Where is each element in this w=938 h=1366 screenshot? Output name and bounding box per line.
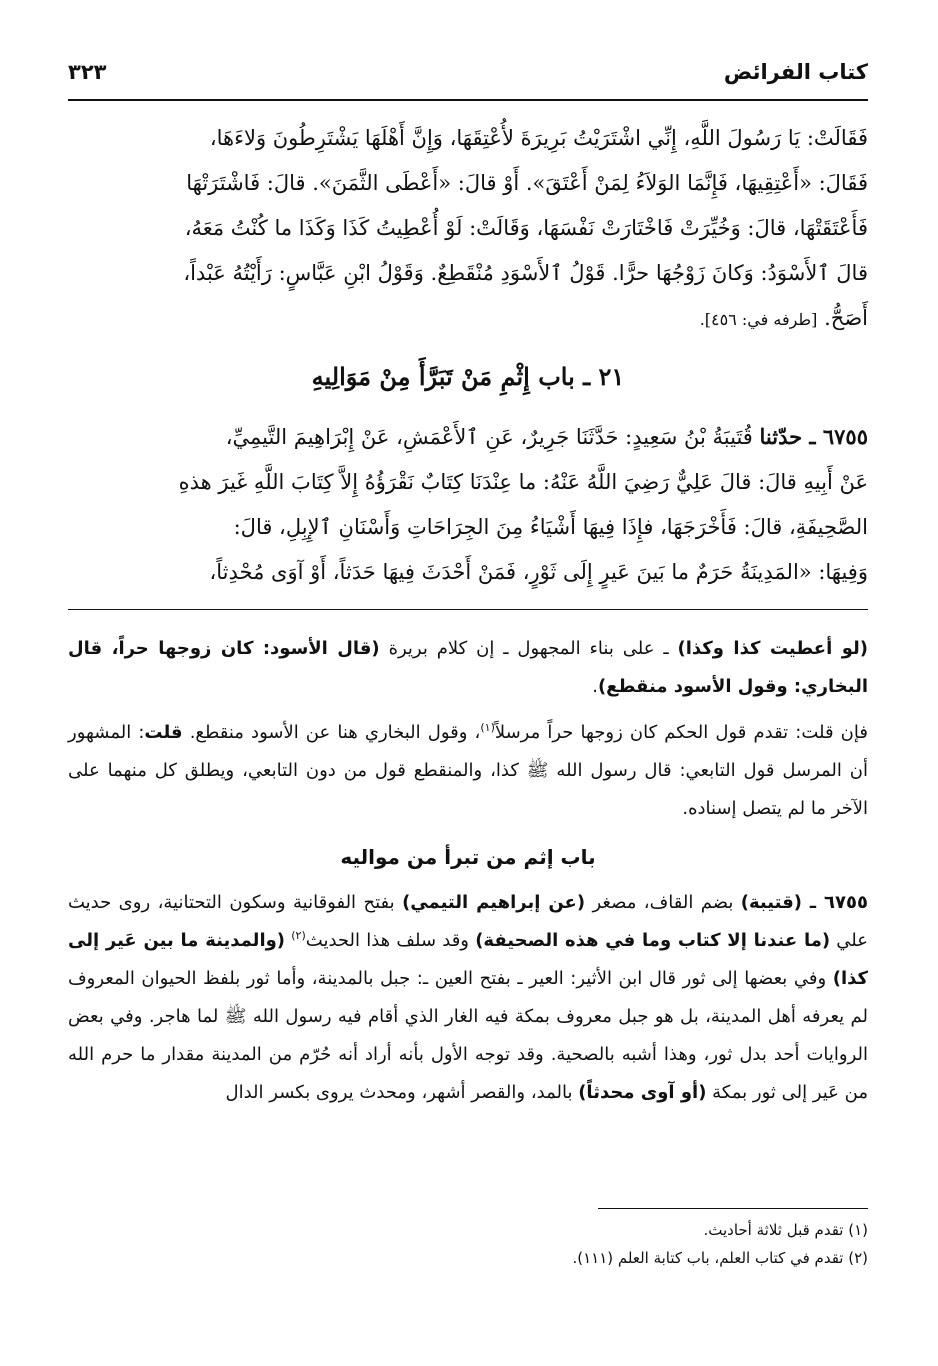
- quoted-phrase: (لو أعطيت كذا وكذا): [677, 638, 868, 659]
- footnote-marker: (١): [480, 721, 495, 734]
- commentary-text: بضم القاف، مصغر: [585, 892, 741, 913]
- book-title: كتاب الفرائض: [723, 60, 868, 84]
- footnote: (٢) تقدم في كتاب العلم، باب كتابة العلم (١١١).: [572, 1249, 868, 1267]
- hadith-line: فَقَالَ: «أَعْتِقِيهَا، فَإِنَّمَا الوَلاَءُ لِمَنْ أَعْتَقَ». أَوْ قالَ: «أَعْطَى الثَّمَنَ». قالَ: فَاشْتَرَتْهَا: [186, 171, 868, 195]
- hadith-line: [68, 296, 868, 342]
- hadith-line: فَأَعْتَقَتْهَا، قالَ: وَخُيِّرَتْ فَاخْتَارَتْ نَفْسَهَا، وَقَالَتْ: لَوْ أُعْطِيتُ كَذَا وَكَذَا ما كُنْتُ مَعَهُ،: [184, 216, 868, 240]
- commentary-text: فإن قلت: تقدم قول الحكم كان زوجها حراً مرسلاً: [494, 722, 868, 743]
- commentary-text: وقد سلف هذا الحديث: [305, 930, 476, 951]
- hadith-line: عَنْ أَبِيهِ قالَ: قالَ عَلِيٌّ رَضِيَ اللَّهُ عَنْهُ: ما عِنْدَنَا كِتَابٌ نَقْرَؤُهُ إِلاَّ كِتَابَ اللَّهِ غَيرَ هذهِ: [178, 470, 868, 494]
- footnote-marker: (٢): [291, 929, 306, 942]
- hadith-line: قُتَيبَةُ بْنُ سَعِيدٍ: حَدَّثَنَا جَرِيرٌ، عَنِ ٱلأَعْمَشِ، عَنْ إِبْرَاهِيمَ التَّيمِيِّ،: [225, 425, 753, 449]
- commentary-chapter-heading: باب إثم من تبرأ من مواليه: [340, 845, 596, 869]
- page-number: ٣٢٣: [68, 60, 107, 84]
- quoted-phrase: (عن إبراهيم التيمي): [402, 892, 586, 913]
- commentary-paragraph: [68, 714, 868, 828]
- hadith-6754-continuation: [68, 116, 868, 342]
- quoted-phrase: (ما عندنا إلا كتاب وما في هذه الصحيفة): [475, 930, 831, 951]
- hadith-6755: [68, 414, 868, 595]
- commentary-text: ، وقول البخاري هنا عن الأسود منقطع.: [182, 722, 481, 743]
- hadith-number: ٦٧٥٥ ـ حدّثنا: [759, 424, 868, 449]
- cross-reference: [طرفه في: ٤٥٦].: [699, 310, 818, 329]
- hadith-text: أَصَحُّ.: [824, 306, 868, 330]
- commentary-paragraph: [68, 630, 868, 706]
- chapter-heading: ٢١ ـ باب إِثْمِ مَنْ تَبَرَّأَ مِنْ مَوَالِيهِ: [311, 362, 625, 391]
- footnotes: [68, 1216, 868, 1272]
- footnote-rule: [598, 1208, 868, 1209]
- commentary-text: بفتح الفوقانية وسكون التحتانية، روى حديث علي: [68, 892, 868, 951]
- commentary-text: ـ على بناء المجهول ـ إن كلام بريرة: [379, 638, 678, 659]
- hadith-line: فَقَالَتْ: يَا رَسُولَ اللَّهِ، إِنِّي اشْتَرَيْتُ بَرِيرَةَ لأُعْتِقَهَا، وَإِنَّ أَهْلَهَا يَشْتَرِطُونَ وَلاءَهَا،: [209, 126, 868, 150]
- commentary-section: [68, 630, 868, 1112]
- hadith-line: وَفِيهَا: «المَدِينَةُ حَرَمٌ ما بَينَ عَيرٍ إِلَى ثَوْرٍ، فَمَنْ أَحْدَثَ فِيهَا حَدَثاً، أَوْ آوَى مُحْدِثاً،: [209, 560, 868, 584]
- commentary-text: : المشهور أن المرسل قول التابعي: قال رسول الله ﷺ كذا، والمنقطع قول من دون التابعي، ويطلق كل منهما على الآخر ما لم يتصل إسناده.: [68, 722, 868, 819]
- hadith-line: الصَّحِيفَةِ، قالَ: فَأَخْرَجَهَا، فإِذَا فِيهَا أَشْيَاءُ مِنَ الجِرَاحَاتِ وَأَسْنَانِ ٱلإِبِلِ، قالَ:: [233, 515, 868, 539]
- qult-keyword: قلت: [144, 722, 183, 743]
- commentary-separator: [68, 609, 868, 610]
- quoted-phrase: (قال الأسود: كان زوجها حراً، قال البخاري: وقول الأسود منقطع): [68, 638, 868, 697]
- hadith-line: قالَ ٱلأَسْوَدُ: وَكانَ زَوْجُهَا حرًّا. قَوْلُ ٱلأَسْوَدِ مُنْقَطِعٌ. وَقَوْلُ ابْنِ عَبَّاسٍ: رَأَيْتُهُ عَبْداً،: [183, 261, 868, 285]
- commentary-paragraph: [68, 884, 868, 1112]
- quoted-phrase: ٦٧٥٥ ـ (قتيبة): [740, 892, 868, 913]
- commentary-text: وفي بعضها إلى ثور قال ابن الأثير: العير ـ بفتح العين ـ: جبل بالمدينة، وأما ثور بلفظ الحيوان المعروف لم يعرفه أهل المدينة، بل هو جبل معروف بمكة فيه الغار الذي أقام فيه رسول الله ﷺ لما هاجر. وفي بعض الروايات أحد بدل ثور، وهذا أشبه بالصحية. وقد توجه الأول بأنه أراد أنه حُرّم من المدينة مقدار ما حرم الله من عَير إلى ثور بمكة: [68, 968, 868, 1103]
- quoted-phrase: (والمدينة ما بين عَير إلى كذا): [68, 930, 868, 989]
- commentary-text: بالمد، والقصر أشهر، ومحدث يروى بكسر الدال: [225, 1082, 579, 1103]
- commentary-text: .: [592, 676, 598, 697]
- quoted-phrase: (أو آوى محدثاً): [578, 1082, 707, 1103]
- page-header: [68, 58, 868, 96]
- footnote: (١) تقدم قبل ثلاثة أحاديث.: [703, 1221, 868, 1239]
- header-rule: [68, 99, 868, 101]
